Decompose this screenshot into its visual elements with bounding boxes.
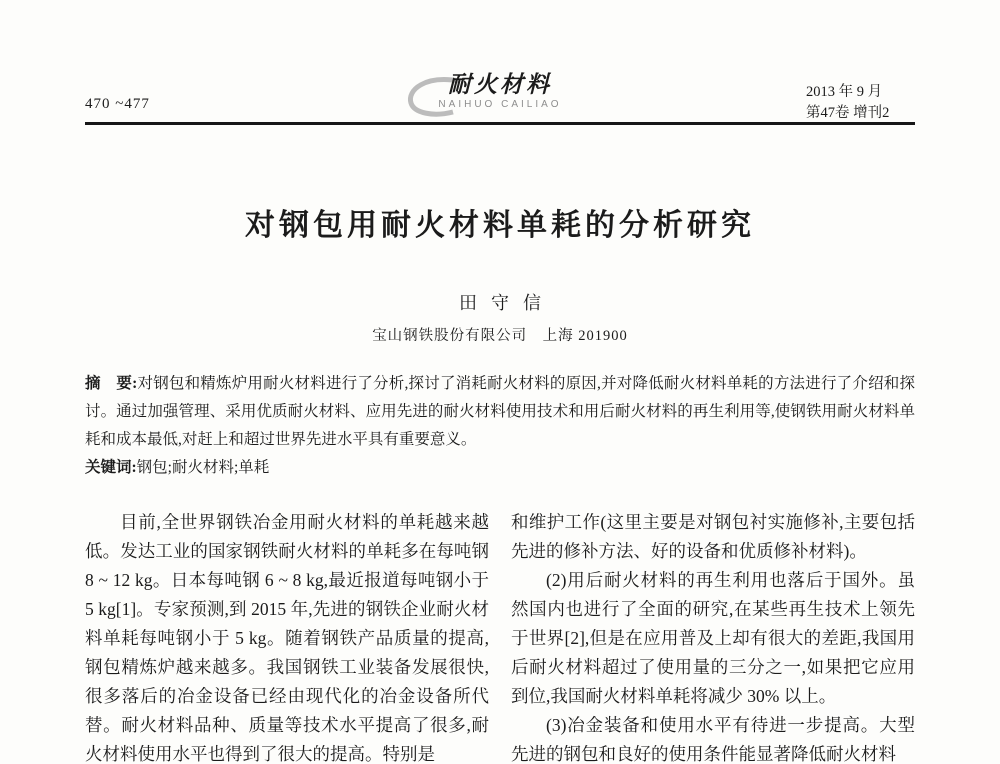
abstract-paragraph: [85, 370, 915, 454]
keywords-label: 关键词:: [85, 459, 137, 476]
abstract-label: 摘 要:: [85, 375, 138, 392]
keywords-line: [85, 454, 915, 482]
abstract-text: 对钢包和精炼炉用耐火材料进行了分析,探讨了消耗耐火材料的原因,并对降低耐火材料单耗的方法进行了介绍和探讨。通过加强管理、采用优质耐火材料、应用先进的耐火材料使用技术和用后耐火材料的再生利用等,使钢铁用耐火材料单耗和成本最低,对赶上和超过世界先进水平具有重要意义。: [85, 375, 915, 448]
body-paragraph: 和维护工作(这里主要是对钢包衬实施修补,主要包括先进的修补方法、好的设备和优质修补材料)。: [511, 512, 915, 561]
body-paragraph: 目前,全世界钢铁冶金用耐火材料的单耗越来越低。发达工业的国家钢铁耐火材料的单耗多在每吨钢 8 ~ 12 kg。日本每吨钢 6 ~ 8 kg,最近报道每吨钢小于 5 kg[1]。专家预测,到 2015 年,先进的钢铁企业耐火材料单耗每吨钢小于 5 kg。随着钢铁产品质量的提高,钢包精炼炉越来越多。我国钢铁工业装备发展很快,很多落后的冶金设备已经由现代化的冶金设备所代替。耐火材料品种、质量等技术水平提高了很多,耐火材料使用水平也得到了很大的提高。特别是: [85, 512, 489, 764]
issue-date: 2013 年 9 月: [806, 84, 883, 100]
issue-info: [806, 82, 889, 124]
page-range: 470 ~477: [85, 96, 150, 112]
author-affiliation: 宝山钢铁股份有限公司 上海 201900: [372, 328, 628, 344]
keywords-text: 钢包;耐火材料;单耗: [136, 459, 270, 476]
journal-name-chinese: 耐火材料: [448, 72, 552, 97]
body-paragraph: (3)冶金装备和使用水平有待进一步提高。大型先进的钢包和良好的使用条件能显著降低耐火材料: [511, 715, 915, 764]
journal-name-pinyin: NAIHUO CAILIAO: [438, 99, 562, 110]
body-paragraph: (2)用后耐火材料的再生利用也落后于国外。虽然国内也进行了全面的研究,在某些再生技术上领先于世界[2],但是在应用普及上却有很大的差距,我国用后耐火材料超过了使用量的三分之一,如果把它应用到位,我国耐火材料单耗将减少 30% 以上。: [511, 570, 915, 706]
header-divider: [85, 122, 915, 125]
journal-logo: [385, 72, 615, 122]
body-columns: [85, 508, 915, 764]
abstract-section: [85, 370, 915, 482]
right-column: [511, 508, 915, 764]
article-title: 对钢包用耐火材料单耗的分析研究: [245, 209, 755, 242]
volume-info: 第47卷 增刊2: [806, 105, 890, 121]
author-name: 田守信: [459, 293, 555, 313]
left-column: [85, 508, 489, 764]
